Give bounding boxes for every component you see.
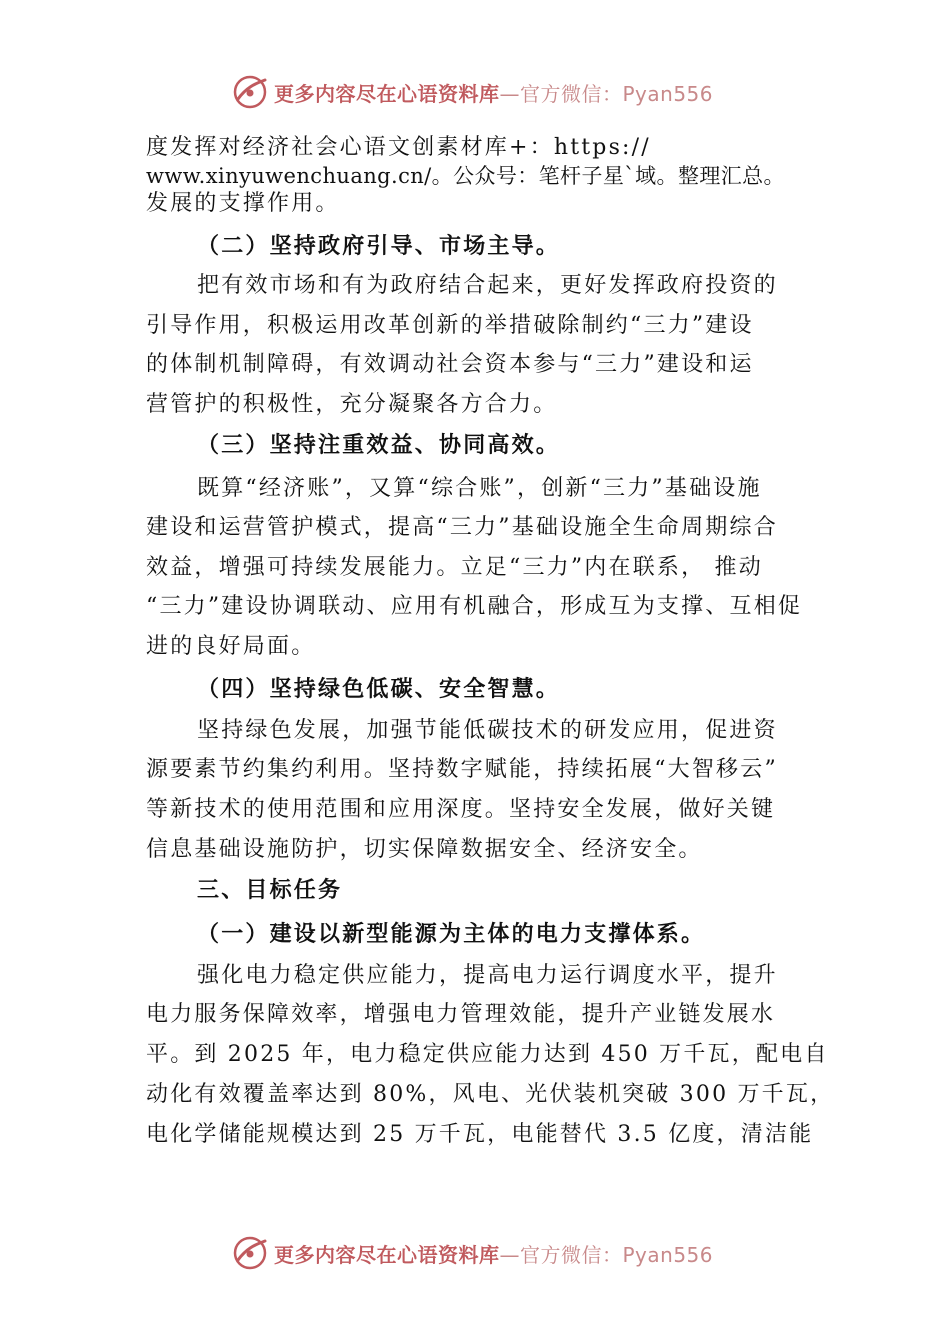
section-2-line-2: 引导作用，积极运用改革创新的举措破除制约“三力”建设 bbox=[146, 313, 754, 338]
banner-contact: 官方微信：Pyan556 bbox=[520, 1242, 714, 1267]
section-3-line-2: 建设和运营管护模式，提高“三力”基础设施全生命周期综合 bbox=[146, 515, 778, 540]
part-3-line-1: 强化电力稳定供应能力，提高电力运行调度水平，提升 bbox=[197, 963, 778, 988]
section-4-heading: （四）坚持绿色低碳、安全智慧。 bbox=[197, 676, 561, 702]
banner-text bbox=[274, 1239, 713, 1268]
footer-banner bbox=[232, 1233, 713, 1273]
banner-brand: 更多内容尽在心语资料库 bbox=[274, 1242, 500, 1267]
intro-line-2: www.xinyuwenchuang.cn/。公众号：笔杆子星`域。整理汇总。 bbox=[146, 164, 785, 188]
logo-icon bbox=[232, 1235, 268, 1271]
banner-brand: 更多内容尽在心语资料库 bbox=[274, 81, 500, 106]
intro-line-3: 发展的支撑作用。 bbox=[146, 191, 340, 216]
section-3-heading: （三）坚持注重效益、协同高效。 bbox=[197, 432, 561, 458]
part-3-line-2: 电力服务保障效率，增强电力管理效能，提升产业链发展水 bbox=[146, 1002, 776, 1027]
section-4-line-3: 等新技术的使用范围和应用深度。坚持安全发展，做好关键 bbox=[146, 797, 776, 822]
section-4-line-2: 源要素节约集约利用。坚持数字赋能，持续拓展“大智移云” bbox=[146, 757, 778, 782]
header-banner bbox=[232, 72, 713, 112]
logo-icon bbox=[232, 74, 268, 110]
section-3-line-1: 既算“经济账”，又算“综合账”，创新“三力”基础设施 bbox=[197, 476, 762, 501]
banner-dash: — bbox=[499, 1242, 520, 1267]
banner-text bbox=[274, 78, 713, 107]
banner-contact: 官方微信：Pyan556 bbox=[520, 81, 714, 106]
part-3-heading: 三、目标任务 bbox=[197, 878, 343, 903]
section-3-line-5: 进的良好局面。 bbox=[146, 634, 316, 659]
section-3-line-3: 效益，增强可持续发展能力。立足“三力”内在联系， 推动 bbox=[146, 555, 763, 580]
intro-line-1: 度发挥对经济社会心语文创素材库+：https:// bbox=[146, 135, 651, 160]
part-3-line-5: 电化学储能规模达到 25 万千瓦，电能替代 3.5 亿度，清洁能 bbox=[146, 1122, 814, 1147]
section-4-line-1: 坚持绿色发展，加强节能低碳技术的研发应用，促进资 bbox=[197, 718, 778, 743]
part-3-line-3: 平。到 2025 年，电力稳定供应能力达到 450 万千瓦，配电自 bbox=[146, 1042, 829, 1067]
part-3-line-4: 动化有效覆盖率达到 80%，风电、光伏装机突破 300 万千瓦， bbox=[146, 1082, 835, 1107]
section-2-heading: （二）坚持政府引导、市场主导。 bbox=[197, 233, 561, 259]
section-2-line-4: 营管护的积极性，充分凝聚各方合力。 bbox=[146, 392, 558, 417]
banner-dash: — bbox=[499, 81, 520, 106]
part-3-subheading: （一）建设以新型能源为主体的电力支撑体系。 bbox=[197, 921, 706, 947]
section-2-line-1: 把有效市场和有为政府结合起来，更好发挥政府投资的 bbox=[197, 273, 778, 298]
section-2-line-3: 的体制机制障碍，有效调动社会资本参与“三力”建设和运 bbox=[146, 352, 754, 377]
section-4-line-4: 信息基础设施防护，切实保障数据安全、经济安全。 bbox=[146, 837, 703, 862]
section-3-line-4: “三力”建设协调联动、应用有机融合，形成互为支撑、互相促 bbox=[146, 594, 803, 619]
